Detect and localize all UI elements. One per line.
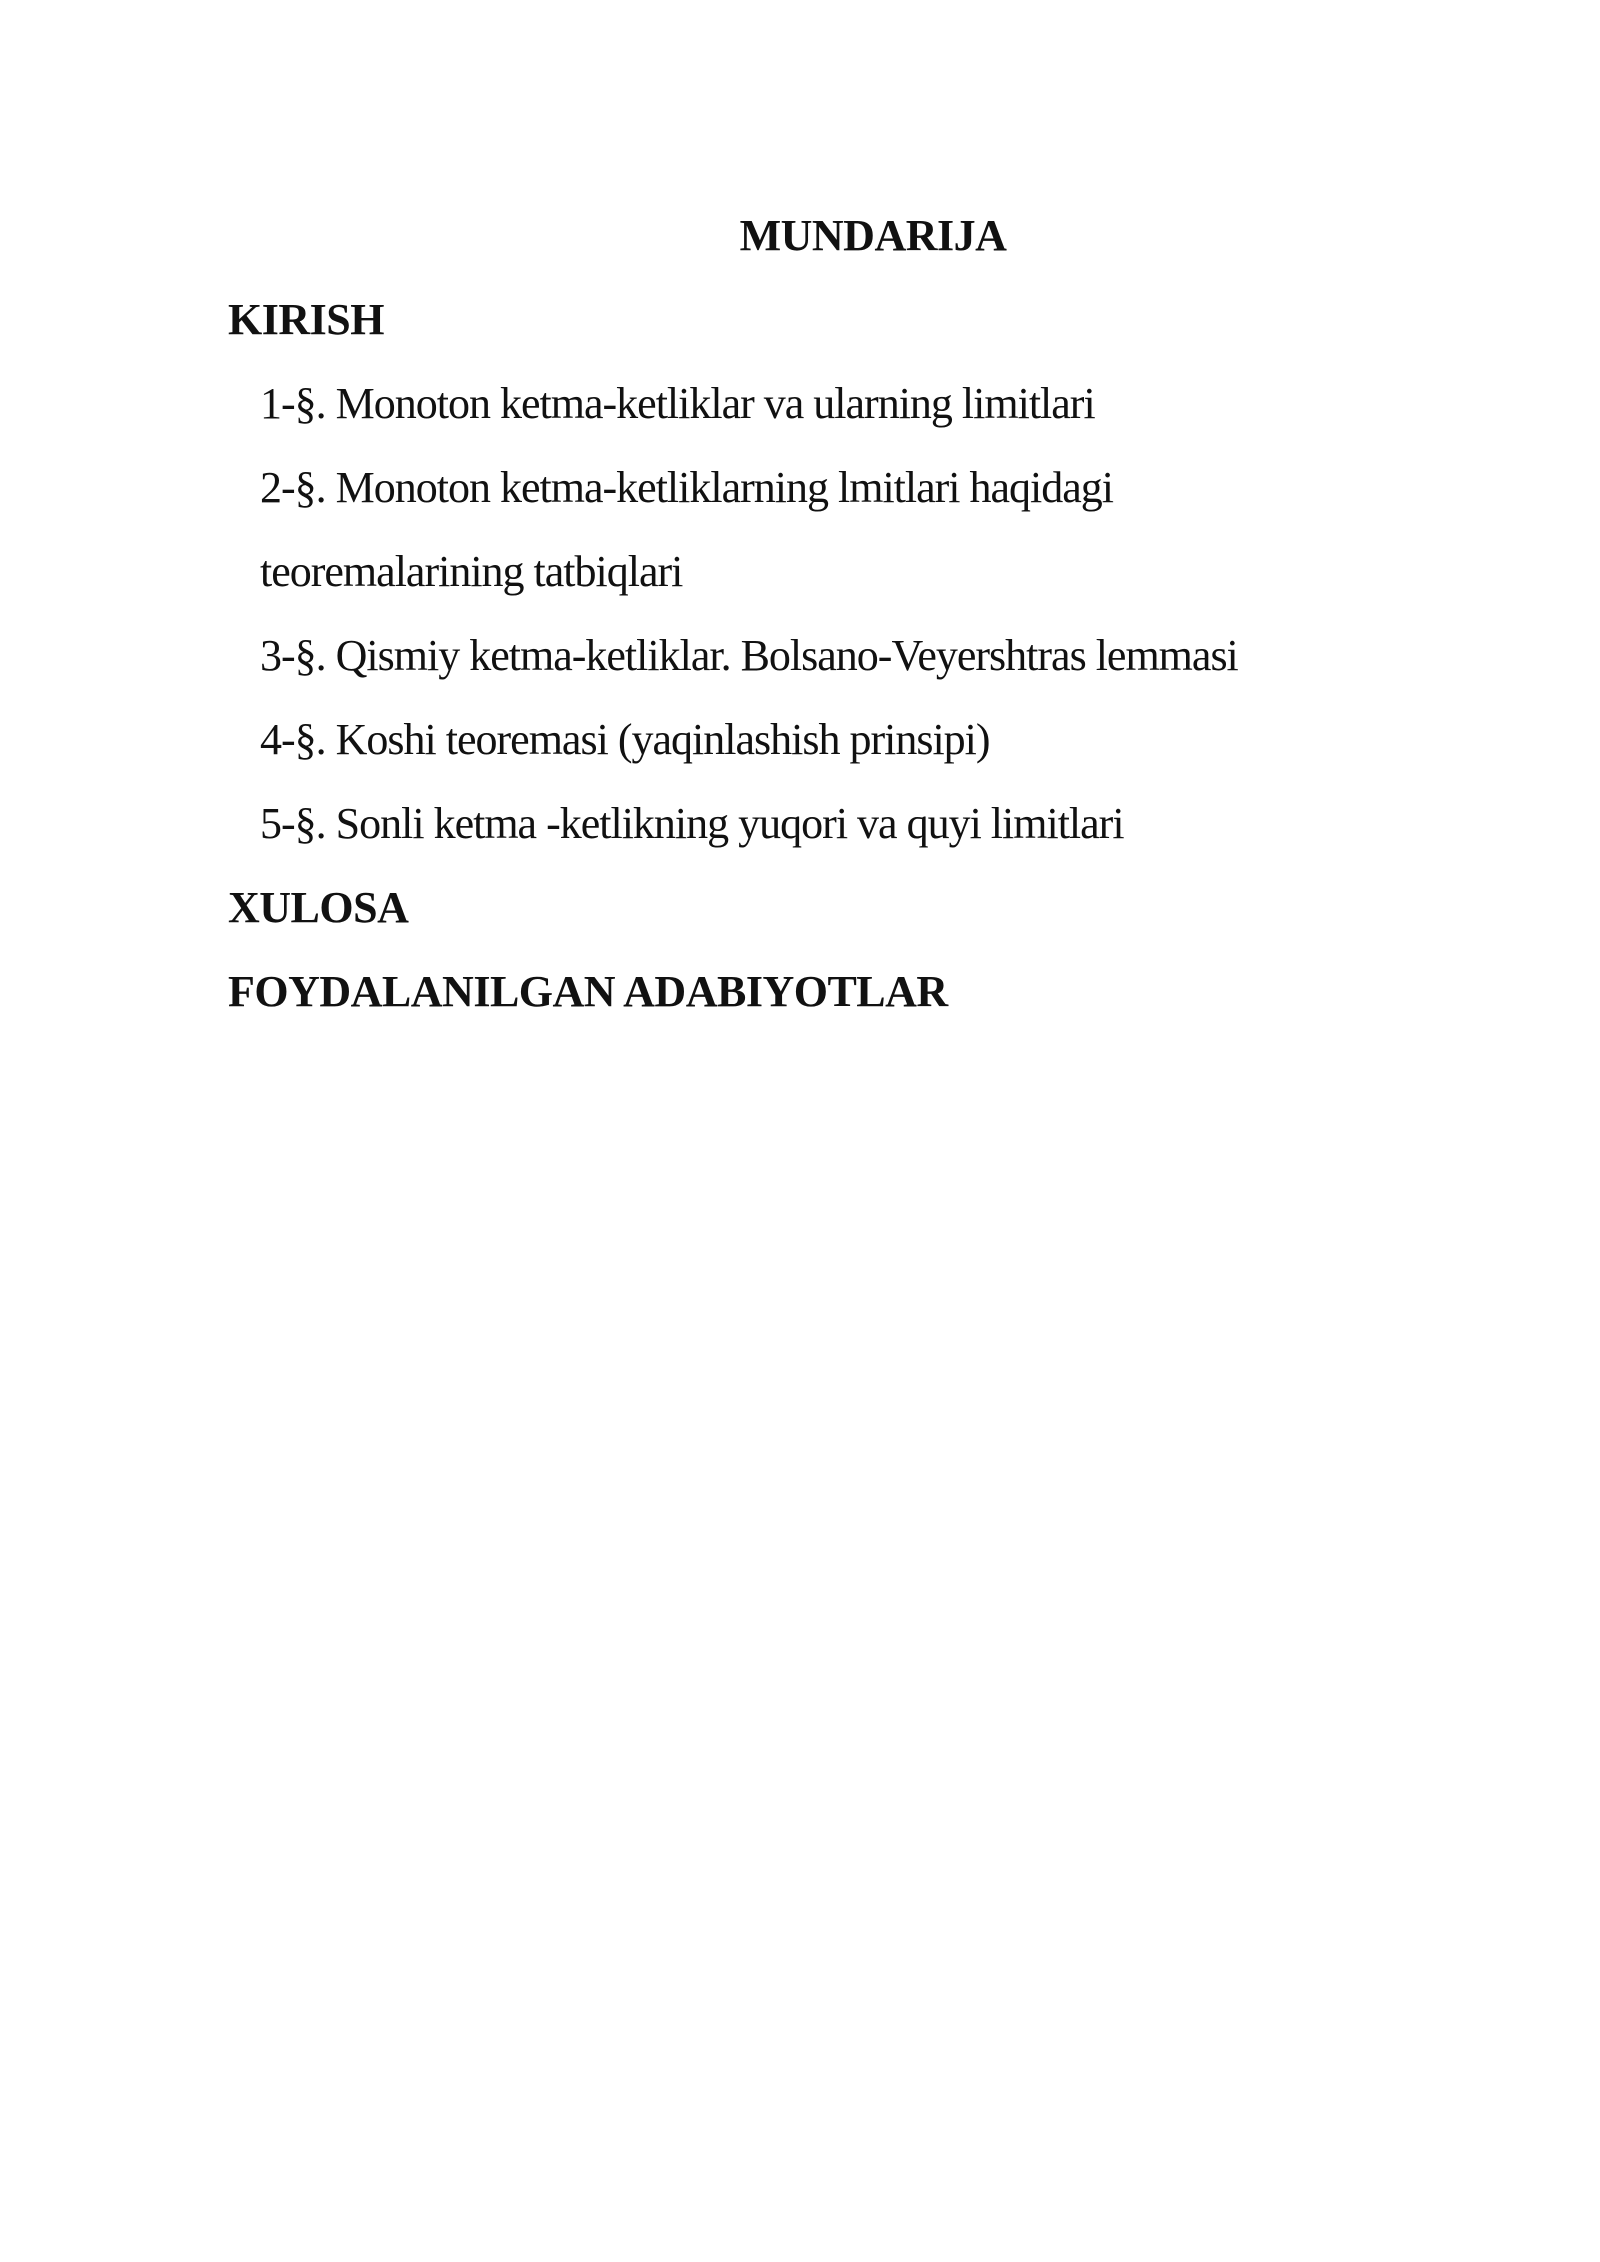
toc-section-2: 2-§. Monoton ketma-ketliklarning lmitlari haqidagi: [260, 463, 1114, 512]
page-title: MUNDARIJA: [739, 211, 1007, 260]
toc-section-2-continuation: teoremalarining tatbiqlari: [260, 547, 683, 596]
toc-section-4: 4-§. Koshi teoremasi (yaqinlashish prinsipi): [260, 715, 990, 764]
table-of-contents: [228, 290, 1428, 1046]
toc-section-5: 5-§. Sonli ketma -ketlikning yuqori va quyi limitlari: [260, 799, 1124, 848]
toc-introduction: KIRISH: [228, 295, 384, 344]
toc-section-1: 1-§. Monoton ketma-ketliklar va ularning limitlari: [260, 379, 1095, 428]
toc-conclusion: XULOSA: [228, 883, 409, 932]
toc-section-3: 3-§. Qismiy ketma-ketliklar. Bolsano-Veyershtras lemmasi: [260, 631, 1238, 680]
toc-references: FOYDALANILGAN ADABIYOTLAR: [228, 967, 948, 1016]
